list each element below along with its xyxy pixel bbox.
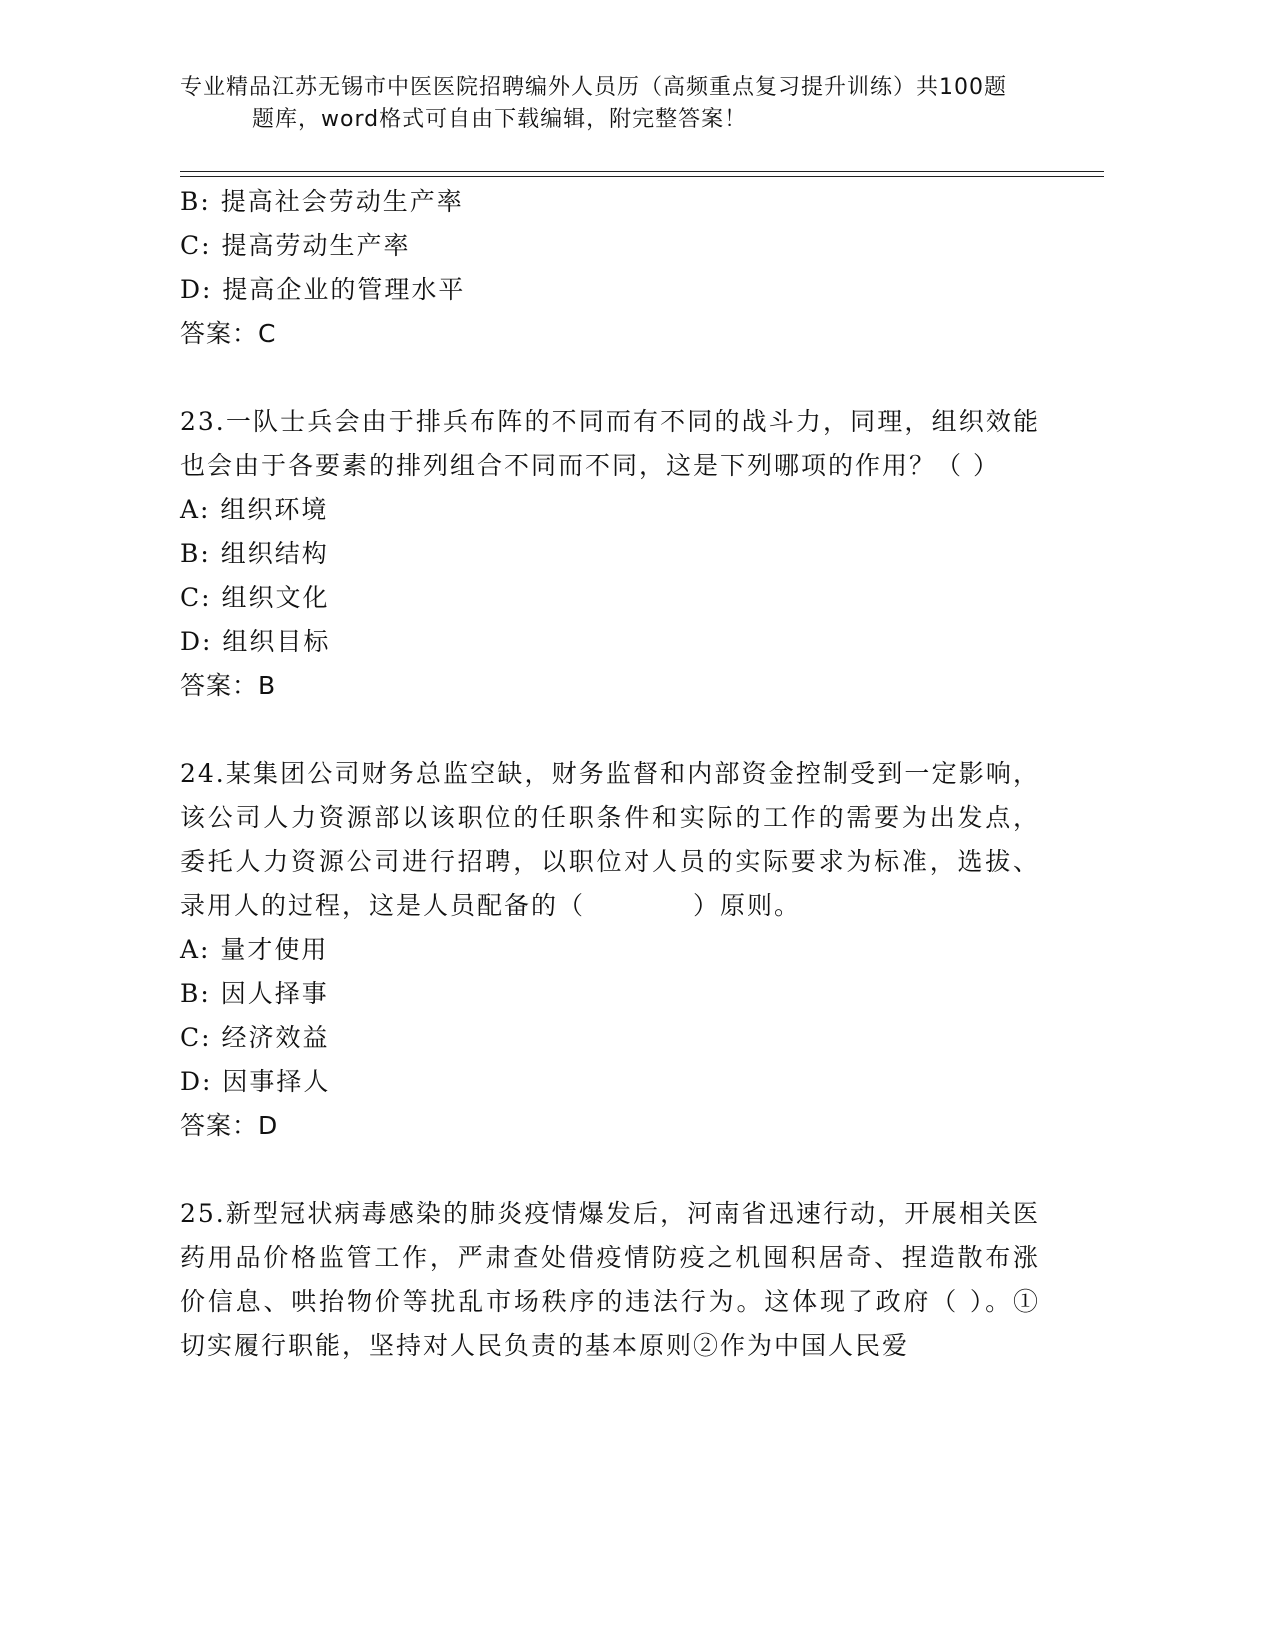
question-stem: 23.一队士兵会由于排兵布阵的不同而有不同的战斗力，同理，组织效能也会由于各要素的排列组合不同而不同，这是下列哪项的作用？（ ） <box>180 407 1040 480</box>
header-divider-bottom <box>180 176 1104 177</box>
option-b: B: 提高社会劳动生产率 <box>180 187 464 216</box>
question-block-25 <box>180 1192 1040 1368</box>
header-title-line2: 题库，word格式可自由下载编辑，附完整答案！ <box>252 107 748 132</box>
question-block-24 <box>180 752 1040 1148</box>
option-d: D: 组织目标 <box>180 627 331 656</box>
option-b: B: 组织结构 <box>180 539 329 568</box>
question-list <box>180 180 1040 1368</box>
question-stem: 25.新型冠状病毒感染的肺炎疫情爆发后，河南省迅速行动，开展相关医药用品价格监管工作，严肃查处借疫情防疫之机囤积居奇、捏造散布涨价信息、哄抬物价等扰乱市场秩序的违法行为。这体现了政府（ ）。①切实履行职能，坚持对人民负责的基本原则②作为中国人民爱 <box>180 1199 1040 1360</box>
header-divider-top <box>180 171 1104 172</box>
question-block-23 <box>180 400 1040 708</box>
question-stem: 24.某集团公司财务总监空缺，财务监督和内部资金控制受到一定影响，该公司人力资源部以该职位的任职条件和实际的工作的需要为出发点，委托人力资源公司进行招聘，以职位对人员的实际要求为标准，选拔、录用人的过程，这是人员配备的（ ）原则。 <box>180 759 1040 920</box>
option-d: D: 提高企业的管理水平 <box>180 275 466 304</box>
option-b: B: 因人择事 <box>180 979 329 1008</box>
document-header <box>180 72 1060 136</box>
option-c: C: 提高劳动生产率 <box>180 231 411 260</box>
answer-line: 答案：B <box>180 671 277 700</box>
header-title-line1: 专业精品江苏无锡市中医医院招聘编外人员历（高频重点复习提升训练）共100题 <box>180 75 1007 100</box>
option-c: C: 组织文化 <box>180 583 330 612</box>
question-block-prev <box>180 180 1040 356</box>
answer-line: 答案：D <box>180 1111 279 1140</box>
option-d: D: 因事择人 <box>180 1067 331 1096</box>
option-c: C: 经济效益 <box>180 1023 330 1052</box>
option-a: A: 量才使用 <box>180 935 329 964</box>
answer-line: 答案：C <box>180 319 277 348</box>
option-a: A: 组织环境 <box>180 495 329 524</box>
